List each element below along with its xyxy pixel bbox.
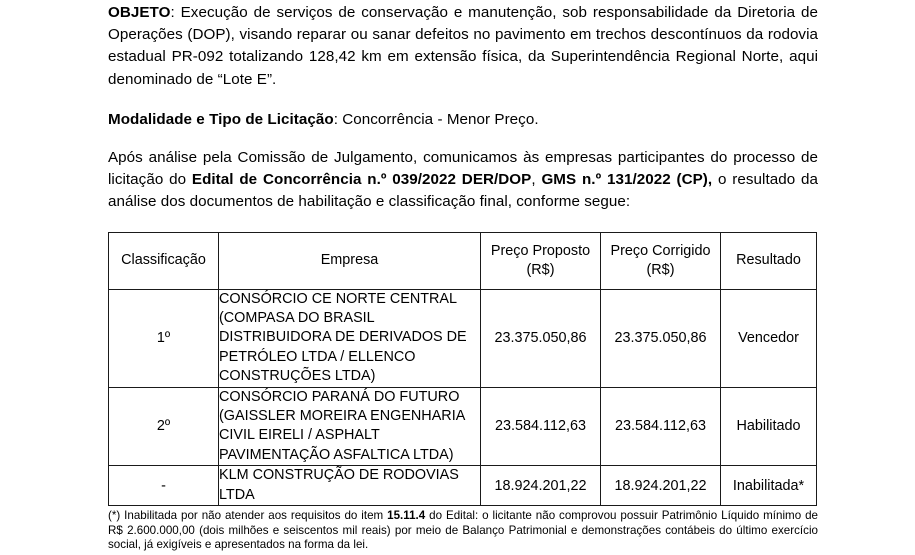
modalidade-separator: : [333, 110, 343, 128]
intro-text-part1: Após análise pela Comissão de Julgamento, comunicamos às empresas participantes do processo de licitação do [108, 149, 818, 189]
cell-classificacao: - [109, 466, 219, 506]
footnote-item-reference: 15.11.4 [387, 509, 426, 523]
column-header-preco-corrigido [601, 232, 721, 289]
table-row [109, 466, 817, 506]
cell-resultado: Inabilitada* [721, 466, 817, 506]
table-row [109, 387, 817, 466]
cell-resultado: Vencedor [721, 289, 817, 387]
cell-preco-proposto: 18.924.201,22 [481, 466, 601, 506]
cell-preco-proposto: 23.375.050,86 [481, 289, 601, 387]
table-footnote [108, 509, 818, 552]
modalidade-text: Concorrência - Menor Preço. [342, 110, 539, 128]
intro-separator: , [531, 171, 542, 189]
intro-text-part2: o resultado da análise dos documentos de habilitação e classificação final, conforme segue: [108, 171, 819, 211]
cell-preco-corrigido: 23.375.050,86 [601, 289, 721, 387]
cell-preco-corrigido: 23.584.112,63 [601, 387, 721, 466]
cell-resultado: Habilitado [721, 387, 817, 466]
column-header-classificacao: Classificação [109, 232, 219, 289]
cell-empresa: KLM CONSTRUÇÃO DE RODOVIAS LTDA [219, 466, 481, 506]
column-header-preco-corrigido-line2: (R$) [646, 261, 675, 278]
cell-classificacao: 1º [109, 289, 219, 387]
column-header-empresa: Empresa [219, 232, 481, 289]
table-header-row [109, 232, 817, 289]
cell-preco-corrigido: 18.924.201,22 [601, 466, 721, 506]
cell-classificacao: 2º [109, 387, 219, 466]
paragraph-intro [108, 147, 818, 214]
column-header-preco-proposto-line2: (R$) [526, 261, 555, 278]
table-body [109, 289, 817, 505]
modalidade-label: Modalidade e Tipo de Licitação [108, 110, 334, 128]
cell-empresa: CONSÓRCIO CE NORTE CENTRAL (COMPASA DO BRASIL DISTRIBUIDORA DE DERIVADOS DE PETRÓLEO LTDA / ELLENCO CONSTRUÇÕES LTDA) [219, 289, 481, 387]
spacer-after-objeto [108, 91, 818, 109]
column-header-resultado: Resultado [721, 232, 817, 289]
objeto-separator: : [170, 4, 181, 21]
spacer-after-modalidade [108, 131, 818, 147]
cell-preco-proposto: 23.584.112,63 [481, 387, 601, 466]
intro-edital-reference: Edital de Concorrência n.º 039/2022 DER/DOP [191, 171, 532, 189]
column-header-preco-proposto-line1: Preço Proposto [490, 242, 591, 259]
objeto-text: Execução de serviços de conservação e manutenção, sob responsabilidade da Diretoria de Operações (DOP), visando reparar ou sanar defeitos no pavimento em trechos descontínuos da rodovia estadual PR-092 totalizando 128,42 km em extensão física, da Superintendência Regional Norte, aqui denominado de “Lote E”. [108, 4, 818, 88]
intro-gms-reference: GMS n.º 131/2022 (CP), [541, 171, 713, 189]
results-table [108, 232, 817, 506]
objeto-label: OBJETO [108, 4, 171, 21]
footnote-text-part2: do Edital: o licitante não comprovou possuir Patrimônio Líquido mínimo de R$ 2.600.000,00 (dois milhões e seiscentos mil reais) por meio de Balanço Patrimonial e demonstrações contábeis do último exercício social, já exigíveis e apresentados na forma da lei. [108, 509, 818, 551]
cell-empresa: CONSÓRCIO PARANÁ DO FUTURO (GAISSLER MOREIRA ENGENHARIA CIVIL EIRELI / ASPHALT PAVIMENTAÇÃO ASFALTICA LTDA) [219, 387, 481, 466]
table-header [109, 232, 817, 289]
paragraph-modalidade [108, 109, 818, 131]
table-row [109, 289, 817, 387]
paragraph-objeto [108, 0, 818, 91]
footnote-text-part1: (*) Inabilitada por não atender aos requisitos do item [108, 509, 388, 523]
column-header-preco-corrigido-line1: Preço Corrigido [610, 242, 711, 259]
column-header-preco-proposto [481, 232, 601, 289]
results-table-wrapper [108, 232, 818, 506]
